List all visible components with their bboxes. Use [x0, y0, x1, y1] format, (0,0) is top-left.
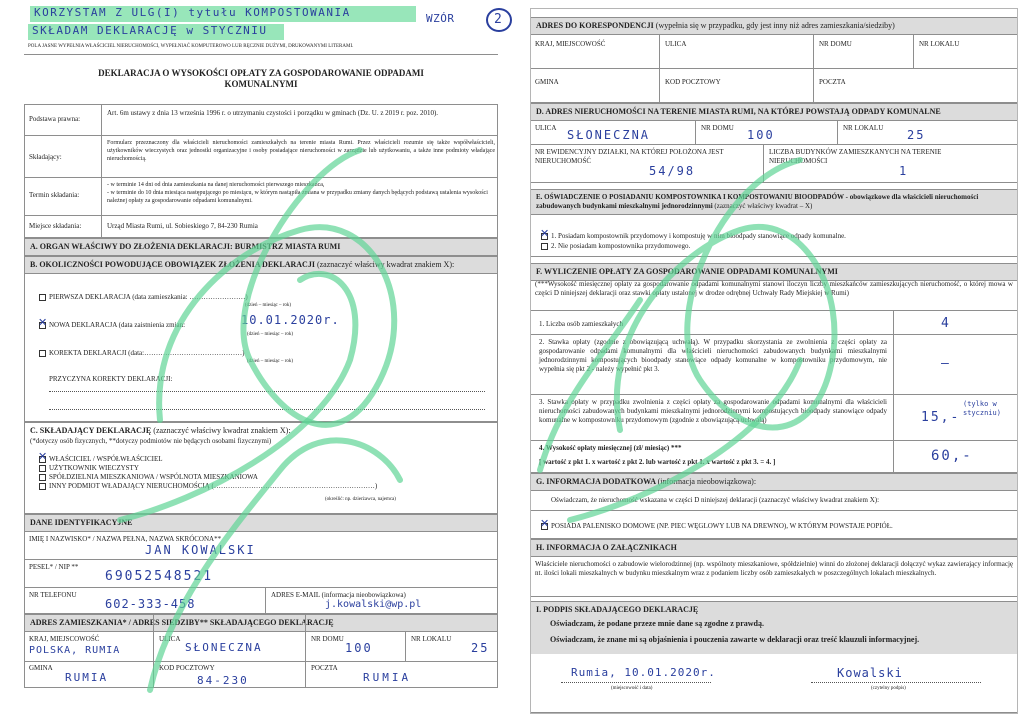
d-budynki-value[interactable]: 1 — [899, 164, 909, 178]
adres-kor-title: ADRES DO KORESPONDENCJI — [536, 21, 654, 30]
kor-ulica-label: ULICA — [665, 40, 687, 48]
section-i-stmt-2: Oświadczam, że znane mi są objaśnienia i pouczenia zawarte w deklaracji oraz treść klauzuli informacyjnej. — [550, 635, 920, 644]
form-page-1 — [16, 0, 502, 710]
gmina-value[interactable]: RUMIA — [65, 671, 109, 684]
kor-kraj-label: KRAJ, MIEJSCOWOŚĆ — [535, 40, 606, 48]
termin-line-1: - w terminie 14 dni od dnia zamieszkania na danej nieruchomości pierwszego mieszkańca, — [107, 182, 325, 188]
adres-zam-div-1 — [153, 615, 154, 687]
przyczyna-label: PRZYCZYNA KOREKTY DEKLARACJI: — [49, 375, 173, 383]
option-nowa[interactable] — [39, 321, 185, 330]
adres-kor-rule — [531, 68, 1017, 69]
f-divider — [893, 310, 894, 472]
option-palenisko[interactable] — [541, 522, 893, 531]
adres-zam-title: ADRES ZAMIESZKANIA* / ADRES SIEDZIBY** SKŁADAJĄCEGO DEKLARACJĘ — [25, 615, 497, 632]
kraj-value[interactable]: POLSKA, RUMIA — [29, 645, 121, 656]
option-nowa-label: NOWA DEKLARACJA (data zaistnienia zmian: — [49, 321, 186, 329]
section-f-title: F. WYLICZENIE OPŁATY ZA GOSPODAROWANIE ODPADAMI KOMUNALNYMI — [531, 264, 1017, 281]
checkbox-brak-kompostownika[interactable] — [541, 243, 548, 250]
fill-instruction: POLA JASNE WYPEŁNIA WŁAŚCICIEL NIERUCHOMOŚCI, WYPEŁNIAĆ KOMPUTEROWO LUB RĘCZNIE DUŻYMI, DRUKOWANYMI LITERAMI. — [28, 44, 354, 49]
section-e — [531, 189, 1017, 257]
miejsce-text: Urząd Miasta Rumi, ul. Sobieskiego 7, 84-230 Rumia — [107, 222, 258, 230]
telefon-value[interactable]: 602-333-458 — [105, 597, 196, 611]
section-a-title: A. ORGAN WŁAŚCIWY DO ZŁOŻENIA DEKLARACJI: BURMISTRZ MIASTA RUMI — [30, 242, 341, 251]
section-f — [531, 263, 1017, 473]
section-adres-zamieszkania — [24, 614, 498, 688]
dane-rule-1 — [25, 559, 497, 560]
f-r3-value[interactable]: 15,- — [921, 410, 961, 425]
f-rule-1 — [531, 310, 1017, 311]
pesel-value[interactable]: 69052548521 — [105, 569, 214, 584]
gmina-label: GMINA — [29, 664, 53, 672]
f-r3-note: (tylko w styczniu) — [963, 400, 1001, 417]
ulica-label: ULICA — [159, 635, 181, 643]
nowa-date-value: 10.01.2020r. — [241, 313, 340, 327]
section-b-title: B. OKOLICZNOŚCI POWODUJĄCE OBOWIĄZEK ZŁOŻENIA DEKLARACJI — [30, 260, 315, 269]
checkbox-palenisko[interactable] — [541, 523, 548, 530]
f-r1-value[interactable]: 4 — [941, 316, 951, 331]
d-budynki-label: LICZBA BUDYNKÓW ZAMIESZKANYCH NA TERENIE NIERUCHOMOŚCI — [769, 148, 942, 165]
przyczyna-line-1[interactable] — [49, 391, 485, 392]
option-wlasciciel-label: WŁAŚCICIEL / WSPÓŁWŁAŚCICIEL — [49, 455, 163, 463]
info-rule-2 — [25, 177, 497, 178]
signature-hint: (czytelny podpis) — [871, 686, 906, 691]
wzor-number: 2 — [494, 12, 502, 27]
d-nrlokalu-label: NR LOKALU — [843, 124, 884, 132]
skladajacy-text: Formularz przeznaczony dla właścicieli nieruchomości zamieszkałych na terenie miasta Rumi. Przez właścicieli rozumie się także współwłaścicieli, użytkowników wieczystych oraz jednostki organizacyjne i osoby posiadające nieruchomości w zarządzie lub użytkowaniu, a także inne podmioty władające nieruchomością. — [107, 140, 495, 162]
termin-line-2: - w terminie do 10 dnia miesiąca następującego po miesiącu, w którym nastąpiła zmiana w przypadku zmiany danych będących podstawą ustalenia wysokości należnej opłaty za gospodarowanie odpadami komunalnymi. — [107, 190, 488, 204]
section-b-note: (zaznaczyć właściwy kwadrat znakiem X): — [316, 260, 455, 269]
imie-label: IMIĘ I NAZWISKO* / NAZWA PEŁNA, NAZWA SKRÓCONA** — [29, 535, 222, 543]
d-dzialka-label: NR EWIDENCYJNY DZIAŁKI, NA KTÓREJ POŁOŻONA JEST NIERUCHOMOŚĆ — [535, 148, 724, 165]
checkbox-wlasciciel[interactable] — [39, 456, 46, 463]
annotation-line-1: KORZYSTAM Z ULG(I) tytułu KOMPOSTOWANIA — [34, 6, 351, 19]
section-g-header — [531, 474, 1017, 491]
section-i-stmt-1: Oświadczam, że podane przeze mnie dane są zgodne z prawdą. — [550, 619, 764, 628]
option-kompostownik[interactable] — [541, 232, 846, 241]
checkbox-inny[interactable] — [39, 483, 46, 490]
section-d-title: D. ADRES NIERUCHOMOŚCI NA TERENIE MIASTA RUMI, NA KTÓREJ POWSTAJĄ ODPADY KOMUNALNE — [531, 104, 1017, 121]
d-ulica-value[interactable]: SŁONECZNA — [567, 128, 651, 142]
f-r3-label: 3. Stawka opłaty w przypadku zwolnienia z części opłaty za gospodarowanie odpadami komunalnymi dla właścicieli nieruchomości zabudowanych budynkami mieszkalnymi jednorodzinnymi kompostujących bioodpady stanowiące odpady komunalne w kompostowniku przydomowym (zgodnie z obowiązującą uchwałą) — [539, 398, 887, 424]
email-label: ADRES E-MAIL (informacja nieobowiązkowa) — [271, 591, 406, 599]
section-c-note: (zaznaczyć właściwy kwadrat znakiem X): — [153, 426, 291, 435]
adres-zam-div-3 — [405, 631, 406, 661]
adres-kor-div-1 — [659, 34, 660, 102]
d-nrdomu-label: NR DOMU — [701, 124, 734, 132]
date-hint-1: (dzień – miesiąc – rok) — [245, 303, 292, 308]
kraj-label: KRAJ, MIEJSCOWOŚĆ — [29, 635, 100, 643]
section-h — [531, 539, 1017, 597]
kor-poczta-label: POCZTA — [819, 78, 846, 86]
section-i — [531, 601, 1017, 713]
section-g-note: (informacja nieobowiązkowa): — [657, 477, 757, 486]
f-rule-3 — [531, 394, 1017, 395]
section-i-title: I. PODPIS SKŁADAJĄCEGO DEKLARACJĘ — [536, 605, 699, 614]
checkbox-nowa[interactable] — [39, 322, 46, 329]
form-title-1: DEKLARACJA O WYSOKOŚCI OPŁATY ZA GOSPODAROWANIE ODPADAMI — [98, 68, 424, 78]
section-d-div-1 — [695, 120, 696, 144]
f-r1-label: 1. Liczba osób zamieszkałych — [539, 320, 623, 328]
date-hint-2: (dzień – miesiąc – rok) — [247, 332, 294, 337]
info-rule-1 — [25, 135, 497, 136]
termin-label: Termin składania: — [29, 191, 80, 199]
section-d-div-3 — [763, 144, 764, 182]
nrlokalu-value[interactable]: 25 — [471, 641, 490, 655]
wzor-label: WZÓR — [426, 12, 455, 25]
page-right — [512, 0, 1024, 724]
annotation-line-2: SKŁADAM DEKLARACJĘ w STYCZNIU — [32, 24, 268, 37]
section-f-intro: (***Wysokość miesięcznej opłaty za gospodarowanie odpadami komunalnymi stanowi iloczyn liczby mieszkańców zamieszkujących nieruchomość, o której mowa w części D niniejszej deklaracji oraz stawki opłaty ustalonej w drodze odrębnej Uchwały Rady Miejskiej w Rumi) — [535, 280, 1013, 297]
section-c-header — [25, 423, 497, 436]
poczta-value[interactable]: RUMIA — [363, 671, 412, 684]
option-brak-kompostownika-label: 2. Nie posiadam kompostownika przydomowego. — [551, 242, 691, 250]
podstawa-text: Art. 6m ustawy z dnia 13 września 1996 r. o utrzymaniu czystości i porządku w gminach (Dz. U. z 2019 r. poz. 2010). — [107, 109, 439, 117]
adres-kor-header — [531, 18, 1017, 35]
option-inny-label: INNY PODMIOT WŁADAJĄCY NIERUCHOMOŚCIĄ (……………………………………………………………) — [49, 482, 378, 490]
section-g-title: G. INFORMACJA DODATKOWA — [536, 477, 656, 486]
checkbox-kompostownik[interactable] — [541, 233, 548, 240]
pesel-label: PESEL* / NIP ** — [29, 563, 79, 571]
section-dane — [24, 514, 498, 614]
kod-value[interactable]: 84-230 — [197, 674, 249, 687]
option-palenisko-label: POSIADA PALENISKO DOMOWE (NP. PIEC WĘGLOWY LUB NA DREWNO), W KTÓRYM POWSTAJE POPIÓŁ. — [551, 522, 893, 530]
f-r4-label: 4. Wysokość opłaty miesięcznej (zł/ miesiąc) *** — [539, 444, 682, 452]
nrdomu-label: NR DOMU — [311, 635, 344, 643]
d-nrdomu-value[interactable]: 100 — [747, 128, 775, 142]
adres-zam-div-2 — [305, 615, 306, 687]
f-r2-label: 2. Stawka opłaty (zgodnie z obowiązującą uchwałą). W przypadku skorzystania ze zwolnienia z części opłaty za gospodarowanie odpadami komunalnymi dla właścicieli nieruchomości zabudowanych budynkami mieszkalnymi jednorodzinnymi kompostujących bioodpady stanowiące odpady komunalne w kompostowniku przydomowym, nie wypełnia się pkt 2 - należy wypełnić pkt 3. — [539, 338, 887, 373]
option-kompostownik-label: 1. Posiadam kompostownik przydomowy i kompostuję w nim bioodpady stanowiące odpady komunalne. — [551, 232, 846, 240]
f-rule-4 — [531, 440, 1017, 441]
checkbox-uzytkownik[interactable] — [39, 465, 46, 472]
kod-label: KOD POCZTOWY — [159, 664, 215, 672]
miejsce-label: Miejsce składania: — [29, 222, 82, 230]
email-value[interactable]: j.kowalski@wp.pl — [325, 599, 422, 610]
kor-nrdomu-label: NR DOMU — [819, 40, 852, 48]
option-uzytkownik-label: UŻYTKOWNIK WIECZYSTY — [49, 464, 139, 472]
d-nrlokalu-value[interactable]: 25 — [907, 128, 926, 142]
checkbox-pierwsza[interactable] — [39, 294, 46, 301]
section-e-note: (zaznaczyć właściwy kwadrat – X) — [714, 202, 813, 210]
info-table — [24, 104, 498, 238]
podstawa-label: Podstawa prawna: — [29, 115, 81, 123]
option-korekta[interactable] — [39, 349, 244, 358]
przyczyna-line-2[interactable] — [49, 409, 485, 410]
place-date-line — [561, 682, 711, 683]
date-hint-3: (dzień – miesiąc – rok) — [247, 359, 294, 364]
section-c — [24, 422, 498, 514]
inny-hint: (określić: np. dzierżawca, najemca) — [325, 497, 396, 502]
adres-kor-div-2 — [813, 34, 814, 102]
checkbox-spoldzielnia[interactable] — [39, 474, 46, 481]
kor-nrlokalu-label: NR LOKALU — [919, 40, 960, 48]
form-page-2 — [530, 8, 1018, 714]
option-pierwsza[interactable] — [39, 293, 248, 302]
section-e-title: E. OŚWIADCZENIE O POSIADANIU KOMPOSTOWNIKA I KOMPOSTOWANIU BIOODPADÓW - obowiązkowe dla właścicieli nieruchomości zabudowanych budynkami mieszkalnymi jednorodzinnymi — [536, 193, 979, 210]
section-d-div-2 — [837, 120, 838, 144]
nrdomu-value[interactable]: 100 — [345, 641, 373, 655]
section-h-title: H. INFORMACJA O ZAŁĄCZNIKACH — [531, 540, 1017, 557]
option-wlasciciel[interactable] — [39, 455, 163, 464]
option-uzytkownik[interactable] — [39, 464, 139, 473]
telefon-label: NR TELEFONU — [29, 591, 77, 599]
skladajacy-label: Składający: — [29, 153, 62, 161]
option-inny[interactable] — [39, 482, 377, 491]
nrlokalu-label: NR LOKALU — [411, 635, 452, 643]
option-brak-kompostownika[interactable] — [541, 242, 690, 251]
imie-value[interactable]: JAN KOWALSKI — [145, 543, 256, 557]
dane-rule-2 — [25, 587, 497, 588]
form-title-2: KOMUNALNYMI — [224, 79, 298, 89]
dane-title: DANE IDENTYFIKACYJNE — [25, 515, 497, 532]
g-rule — [531, 510, 1017, 511]
section-e-header — [531, 190, 1017, 215]
section-g — [531, 473, 1017, 539]
ulica-value[interactable]: SŁONECZNA — [185, 641, 263, 654]
signature-value[interactable]: Kowalski — [837, 666, 903, 680]
adres-kor-note: (wypełnia się w przypadku, gdy jest inny niż adres zamieszkania/siedziby) — [655, 21, 895, 30]
place-date-value[interactable]: Rumia, 10.01.2020r. — [571, 666, 716, 679]
info-rule-3 — [25, 215, 497, 216]
section-b — [24, 256, 498, 422]
option-korekta-label: KOREKTA DEKLARACJI (data:……………………………………) — [49, 349, 245, 357]
f-r2-value[interactable]: – — [941, 356, 951, 371]
section-adres-korespondencji — [531, 17, 1017, 103]
section-i-header — [531, 602, 1017, 654]
place-date-hint: (miejscowość i data) — [611, 686, 653, 691]
option-pierwsza-label: PIERWSZA DEKLARACJA (data zamieszkania: ……………………) — [49, 293, 248, 301]
adres-kor-div-3 — [913, 34, 914, 68]
d-dzialka-value[interactable]: 54/98 — [649, 164, 696, 178]
section-d — [531, 103, 1017, 183]
f-r4-formula: [ wartość z pkt 1. x wartość z pkt 2. lub wartość z pkt 1. x wartość z pkt 3. = 4. ] — [539, 458, 776, 466]
info-divider — [101, 105, 102, 237]
signature-line — [811, 682, 981, 683]
section-c-title: C. SKŁADAJĄCY DEKLARACJĘ — [30, 426, 152, 435]
section-h-text: Właściciele nieruchomości o zabudowie wielorodzinnej (np. wspólnoty mieszkaniowe, spółdzielnie) winni do złożonej deklaracji dołączyć wykaz zawierający informację nt. ilości lokali mieszkalnych w budynku mieszkalnym wraz z podaniem liczby osób zamieszkałych w poszczególnych lokalach mieszkalnych. — [535, 560, 1013, 577]
dane-divider — [265, 587, 266, 613]
kor-kod-label: KOD POCZTOWY — [665, 78, 721, 86]
section-c-subnote: (*dotyczy osób fizycznych, **dotyczy podmiotów nie będących osobami fizycznymi) — [30, 437, 272, 445]
section-g-text: Oświadczam, że nieruchomość wskazana w części D niniejszej deklaracji (zaznaczyć właściwy kwadrat znakiem X): — [551, 496, 880, 504]
kor-gmina-label: GMINA — [535, 78, 559, 86]
f-r4-value[interactable]: 60,- — [931, 448, 973, 464]
header-rule — [24, 54, 498, 55]
option-spoldzielnia[interactable] — [39, 473, 258, 482]
section-b-header — [25, 257, 497, 274]
checkbox-korekta[interactable] — [39, 350, 46, 357]
section-d-rule — [531, 144, 1017, 145]
d-ulica-label: ULICA — [535, 124, 557, 132]
poczta-label: POCZTA — [311, 664, 338, 672]
f-rule-2 — [531, 334, 1017, 335]
section-a — [24, 238, 498, 256]
option-spoldzielnia-label: SPÓŁDZIELNIA MIESZKANIOWA / WSPÓLNOTA MIESZKANIOWA — [49, 473, 258, 481]
adres-zam-rule — [25, 661, 497, 662]
